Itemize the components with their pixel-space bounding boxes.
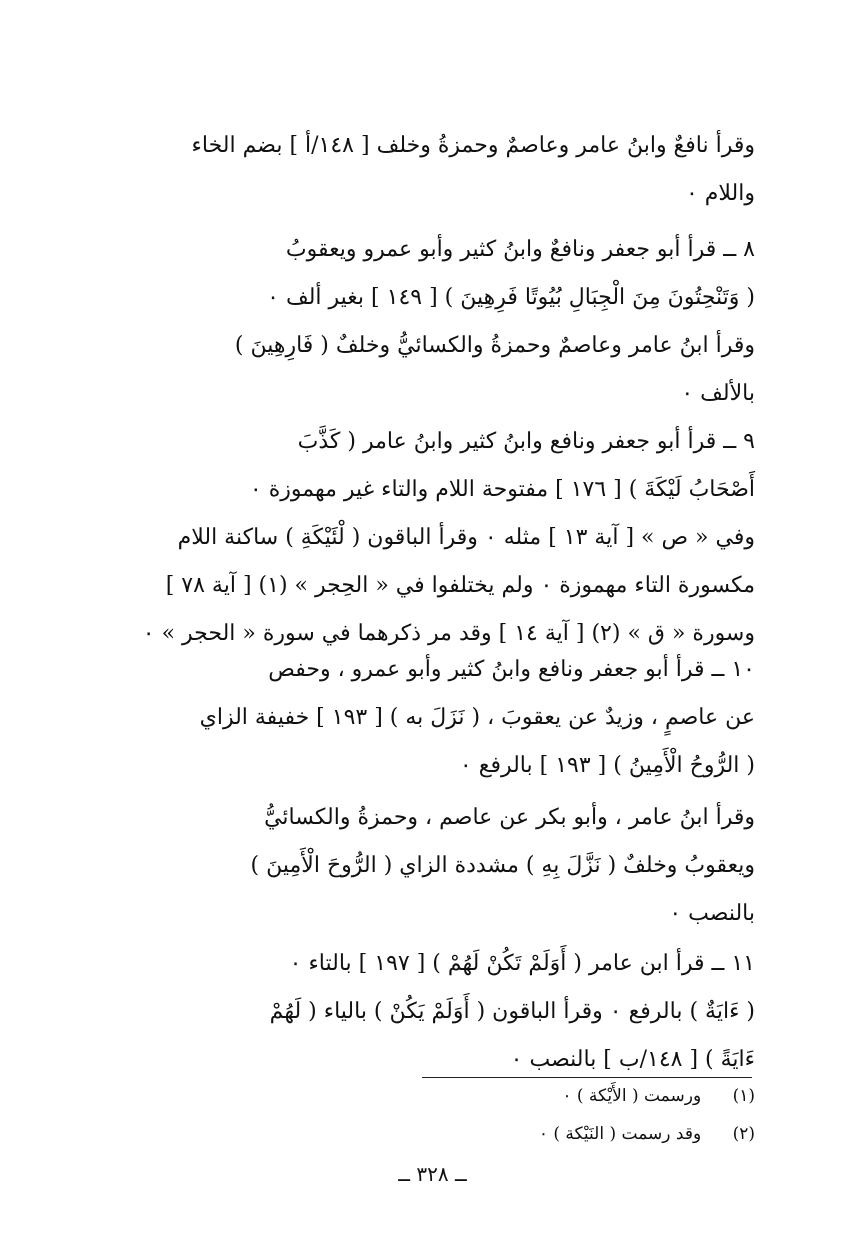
text-line: مكسورة التاء مهموزة ٠ ولم يختلفوا في « الحِجر » (١) [ آية ٧٨ ] [165, 573, 755, 598]
paragraph-1 [105, 122, 755, 218]
footnote-number: (٢) [732, 1124, 755, 1144]
text-line: وقرأ ابنُ عامر وعاصمٌ وحمزةُ والكسائيُّ وخلفٌ ( فَارِهِينَ ) [234, 333, 755, 358]
footnote-text: ورسمت ( الأَيْكة ) ٠ [562, 1086, 702, 1106]
text-line: ويعقوبُ وخلفٌ ( نَزَّلَ بِهِ ) مشددة الزاي ( الرُّوحَ الْأَمِينَ ) [250, 853, 755, 878]
paragraph-4 [105, 646, 755, 790]
text-line: ( الرُّوحُ الْأَمِينُ ) [ ١٩٣ ] بالرفع ٠ [459, 753, 755, 778]
text-line: أَصْحَابُ لَيْكَةَ ) [ ١٧٦ ] مفتوحة اللام والتاء غير مهموزة ٠ [249, 477, 755, 502]
paragraph-2 [105, 226, 755, 418]
text-line: ( وَتَنْحِتُونَ مِنَ الْجِبَالِ بُيُوتًا فَرِهِينَ ) [ ١٤٩ ] بغير ألف ٠ [267, 285, 755, 310]
paragraph-6 [105, 940, 755, 1084]
text-line: ١٠ ــ قرأ أبو جعفر ونافع وابنُ كثير وأبو عمرو ، وحفص [268, 657, 755, 682]
text-line: ءَايَةً ) [ ١٤٨/ب ] بالنصب ٠ [510, 1047, 755, 1072]
paragraph-5 [105, 794, 755, 938]
footnote-text: وقد رسمت ( النَيْكة ) ٠ [538, 1124, 702, 1144]
text-line: ١١ ــ قرأ ابن عامر ( أَوَلَمْ تَكُنْ لَهُمْ ) [ ١٩٧ ] بالتاء ٠ [289, 951, 755, 976]
text-line: ٩ ــ قرأ أبو جعفر ونافع وابنُ كثير وابنُ عامر ( كَذَّبَ [297, 429, 755, 454]
footnote-2 [105, 1124, 755, 1144]
text-line: وقرأ نافعٌ وابنُ عامر وعاصمٌ وحمزةُ وخلف [ ١٤٨/أ ] بضم الخاء [191, 133, 755, 158]
text-line: وقرأ ابنُ عامر ، وأبو بكر عن عاصم ، وحمزةُ والكسائيُّ [264, 805, 755, 830]
page-number: ــ ٣٢٨ ــ [398, 1162, 467, 1186]
text-line: واللام ٠ [685, 181, 755, 206]
paragraph-3 [105, 418, 755, 658]
text-line: ٨ ــ قرأ أبو جعفر ونافعٌ وابنُ كثير وأبو عمرو ويعقوبُ [285, 237, 755, 262]
footnote-number: (١) [732, 1086, 755, 1106]
text-line: ( ءَايَةٌ ) بالرفع ٠ وقرأ الباقون ( أَوَلَمْ يَكُنْ ) بالياء ( لَهُمْ [269, 999, 755, 1024]
footnote-1 [105, 1086, 755, 1106]
text-line: عن عاصمٍ ، وزيدٌ عن يعقوبَ ، ( نَزَلَ به ) [ ١٩٣ ] خفيفة الزاي [199, 705, 755, 730]
text-line: وسورة « ق » (٢) [ آية ١٤ ] وقد مر ذكرهما في سورة « الحجر » ٠ [142, 621, 755, 646]
text-line: وفي « ص » [ آية ١٣ ] مثله ٠ وقرأ الباقون ( لْئَيْكَةِ ) ساكنة اللام [177, 525, 755, 550]
text-line: بالألف ٠ [681, 381, 755, 406]
footnote-separator [422, 1077, 752, 1078]
text-line: بالنصب ٠ [669, 901, 755, 926]
